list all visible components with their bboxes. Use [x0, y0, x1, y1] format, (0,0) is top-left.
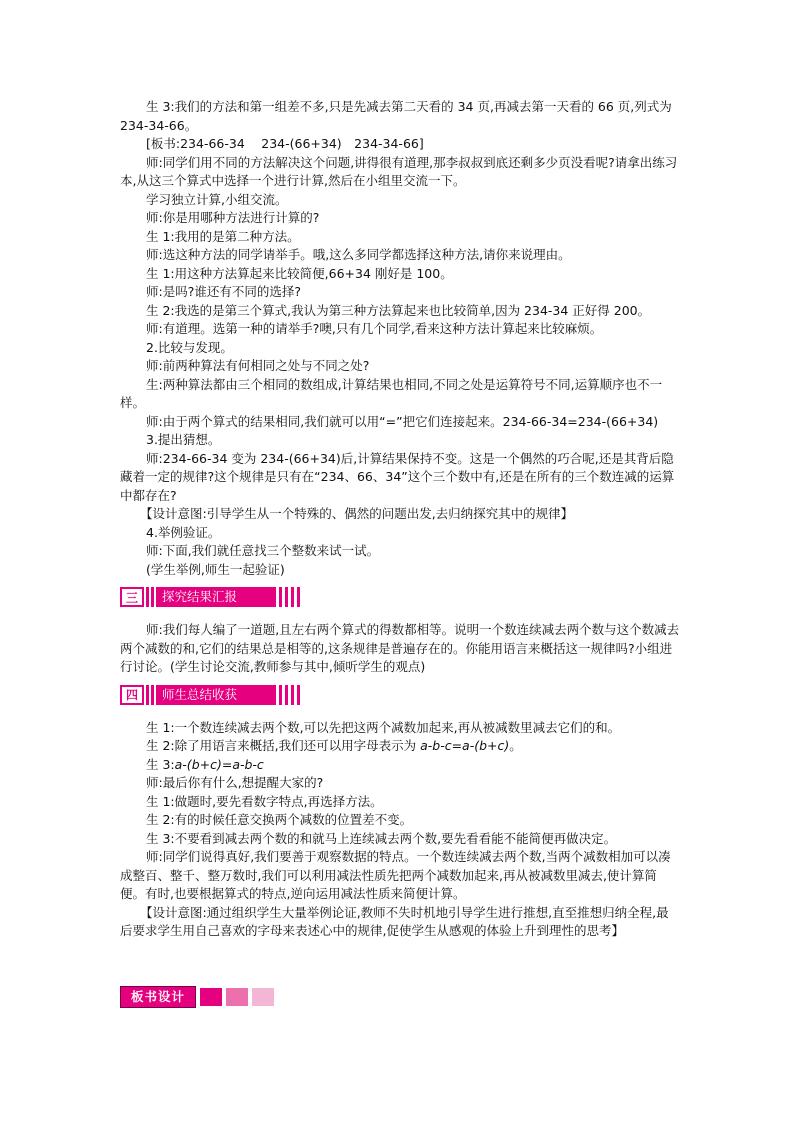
paragraph: 3.提出猜想。 [146, 432, 221, 447]
paragraph: 生 3:我们的方法和第一组差不多,只是先减去第二天看的 34 页,再减去第一天看的 66 页,列式为 234-34-66。 [120, 99, 672, 133]
stripe-decoration [146, 587, 156, 607]
paragraph: 师:有道理。选第一种的请举手?噢,只有几个同学,看来这种方法计算起来比较麻烦。 [146, 321, 603, 336]
paragraph: 师:由于两个算式的结果相同,我们就可以用“=”把它们连接起来。234-66-34=234-(66+34) [146, 413, 659, 429]
paragraph: 师:我们每人编了一道题,且左右两个算式的得数都相等。说明一个数连续减去两个数与这个数减去两个减数的和,它们的结果总是相等的,这条规律是普遍存在的。你能用语言来概括这一规律吗?小组进行讨论。(学生讨论交流,教师参与其中,倾听学生的观点) [120, 622, 680, 674]
decor-square [252, 988, 274, 1006]
section-header-4 [120, 685, 680, 705]
stripe-decoration [276, 685, 300, 705]
paragraph: 生 1:做题时,要先看数字特点,再选择方法。 [146, 793, 383, 809]
paragraph: 师:同学们说得真好,我们要善于观察数据的特点。一个数连续减去两个数,当两个减数相加可以凑成整百、整千、整万数时,我们可以利用减法性质先把两个减数加起来,再从被减数里减去,使计算简便。有时,也要根据算式的特点,逆向运用减法性质来简便计算。 [120, 849, 671, 901]
paragraph: 师:最后你有什么,想提醒大家的? [146, 775, 324, 790]
paragraph: 师:你是用哪种方法进行计算的? [146, 210, 320, 225]
paragraph: 师:选这种方法的同学请举手。哦,这么多同学都选择这种方法,请你来说理由。 [146, 247, 571, 262]
section-number: 三 [120, 587, 144, 607]
decor-square [200, 988, 222, 1006]
text: 。 [509, 738, 522, 753]
formula: a-(b+c)=a-b-c [174, 756, 264, 772]
paragraph: 师:下面,我们就任意找三个整数来试一试。 [146, 543, 380, 558]
paragraph: 生:两种算法都由三个相同的数组成,计算结果也相同,不同之处是运算符号不同,运算顺序也不一样。 [120, 376, 663, 410]
paragraph: 师:前两种算法有何相同之处与不同之处? [146, 358, 370, 373]
paragraph [120, 756, 680, 775]
formula: a-b-c=a-(b+c) [420, 738, 510, 753]
paragraph: (学生举例,师生一起验证) [146, 561, 285, 577]
paragraph: 生 1:一个数连续减去两个数,可以先把这两个减数加起来,再从被减数里减去它们的和。 [146, 719, 621, 735]
stripe-decoration [146, 685, 156, 705]
board-design-label: 板书设计 [120, 986, 196, 1008]
paragraph: 2.比较与发现。 [146, 339, 233, 355]
paragraph: 师:同学们用不同的方法解决这个问题,讲得很有道理,那李叔叔到底还剩多少页没看呢?请拿出练习本,从这三个算式中选择一个进行计算,然后在小组里交流一下。 [120, 154, 678, 188]
design-intent-note: 【设计意图:引导学生从一个特殊的、偶然的问题出发,去归纳探究其中的规律】 [140, 506, 574, 521]
paragraph: 生 3:不要看到减去两个数的和就马上连续减去两个数,要先看看能不能简便再做决定。 [146, 830, 617, 846]
section-title: 探究结果汇报 [156, 587, 276, 607]
paragraph [120, 737, 680, 756]
design-intent-note: 【设计意图:通过组织学生大量举例论证,教师不失时机地引导学生进行推想,直至推想归纳全程,最后要求学生用自己喜欢的字母来表述心中的规律,促使学生从感观的体验上升到理性的思考】 [120, 904, 669, 938]
paragraph: 师:234-66-34 变为 234-(66+34)后,计算结果保持不变。这是一个偶然的巧合呢,还是其背后隐藏着一定的规律?这个规律是只有在“234、66、34”这个三个数中有,还是在所有的三个数连减的运算中都存在? [120, 450, 675, 503]
text: 生 2:除了用语言来概括,我们还可以用字母表示为 [146, 738, 421, 753]
section-header-3 [120, 587, 680, 607]
paragraph: 生 1:用这种方法算起来比较简便,66+34 刚好是 100。 [146, 265, 453, 281]
section-title: 师生总结收获 [156, 685, 276, 705]
document-body [120, 98, 680, 941]
paragraph: 生 2:有的时候任意交换两个减数的位置差不变。 [146, 812, 413, 827]
decor-square [226, 988, 248, 1006]
board-design-header [120, 986, 274, 1008]
section-number: 四 [120, 685, 144, 705]
paragraph: [板书:234-66-34 234-(66+34) 234-34-66] [146, 136, 424, 151]
paragraph: 师:是吗?谁还有不同的选择? [146, 284, 301, 299]
paragraph: 生 1:我用的是第二种方法。 [146, 228, 300, 244]
text: 生 3: [146, 756, 175, 772]
paragraph: 学习独立计算,小组交流。 [146, 191, 288, 207]
paragraph: 4.举例验证。 [146, 524, 221, 540]
paragraph: 生 2:我选的是第三个算式,我认为第三种方法算起来也比较简单,因为 234-34 正好得 200。 [146, 302, 651, 318]
stripe-decoration [276, 587, 300, 607]
